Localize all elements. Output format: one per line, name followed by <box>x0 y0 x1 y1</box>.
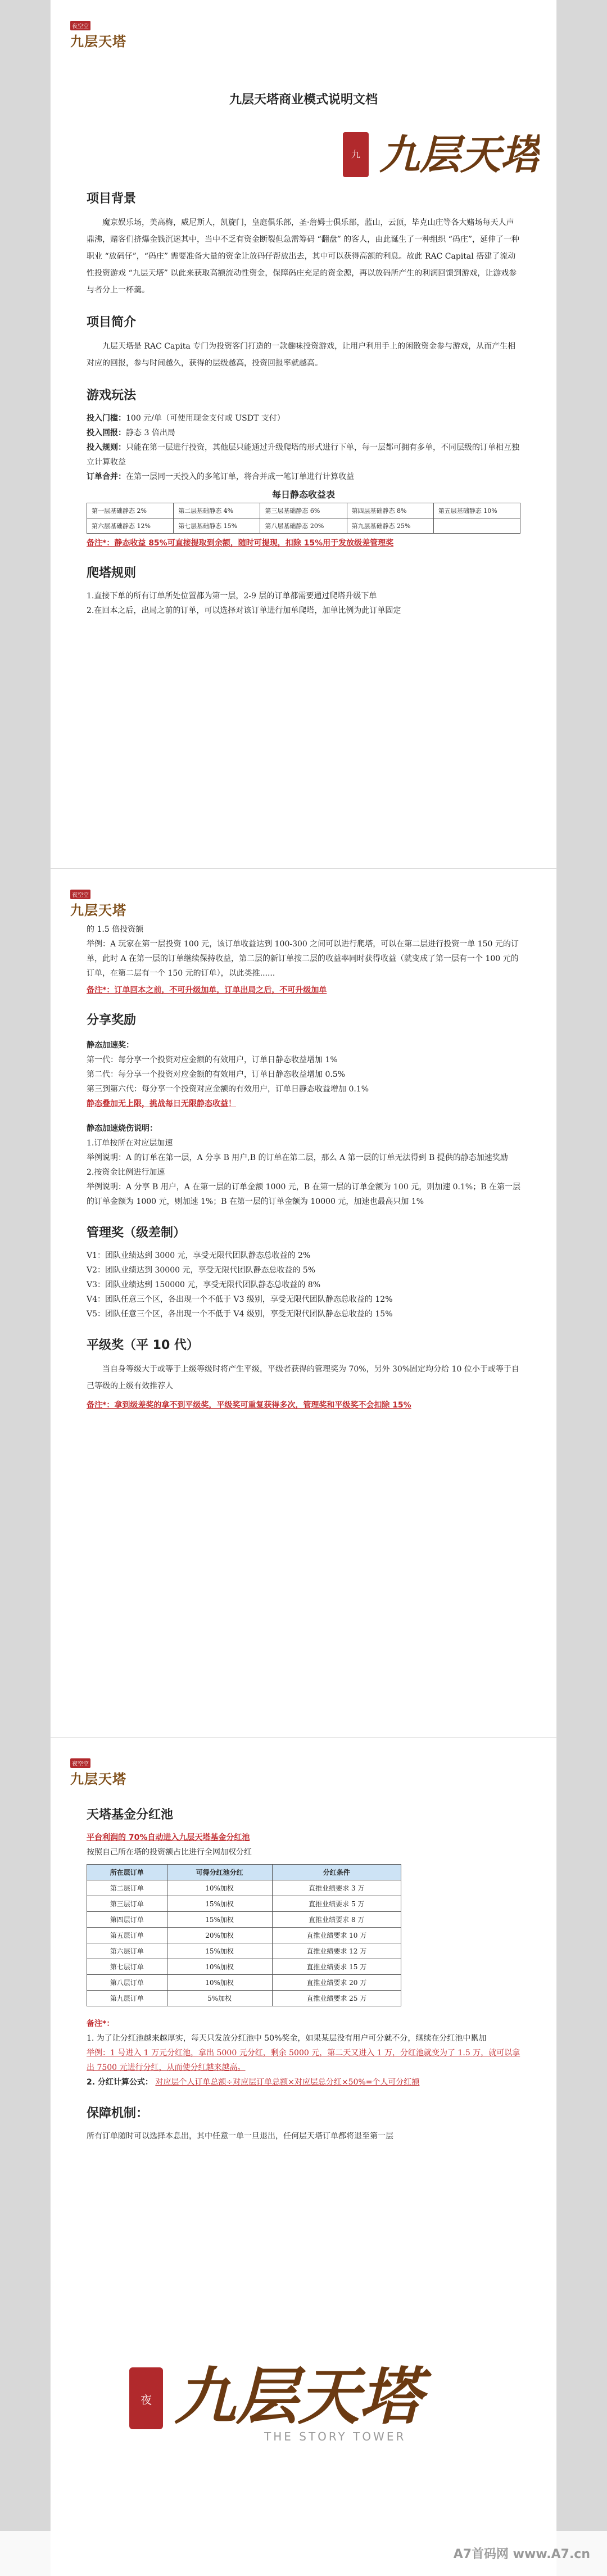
section-background-text: 魔京娱乐场，美高梅，威尼斯人，凯旋门，皇庭俱乐部，圣·詹姆士俱乐部，蓝山，云顶，毕克山庄等各大赌场每天人声鼎沸，赌客们挤爆金钱沉迷其中，当中不乏有资金断裂但急需筹码 “翻盘” 的客人，由此诞生了一种组织 “码庄”，延伸了一种职业 “放码仔”，“码庄” 需要准备大量的资金让放码仔帮放出去，其中可以获得高额的利息。故此 RAC Capital 搭建了流动性投资游戏 “九层天塔” 以此来获取高额流动性资金，保障码庄充足的资金源，再以放码所产生的利润回馈到游戏，让游戏参与者分上一杯羹。 <box>87 218 519 295</box>
gameplay-row-key: 投入规则： <box>87 443 126 452</box>
static-table-row <box>87 518 520 534</box>
pool-table-cell: 第六层订单 <box>87 1943 167 1959</box>
static-table-cell: 第七层基础静态 15% <box>174 518 260 534</box>
svg-text:九层天塔: 九层天塔 <box>379 130 540 178</box>
gameplay-row-value: 只能在第一层进行投资，其他层只能通过升级爬塔的形式进行下单，每一层都可拥有多单，不同层级的订单相互独立计算收益 <box>87 443 519 467</box>
section-manage-title: 管理奖（级差制） <box>87 1226 186 1240</box>
climb-line-1: 1.直接下单的所有订单所处位置都为第一层，2-9 层的订单都需要通过爬塔升级下单 <box>87 592 377 601</box>
pool-red-head: 平台利润的 70%自动进入九层天塔基金分红池 <box>87 1833 250 1842</box>
share-red: 静态叠加无上限，挑战每日无限静态收益！ <box>87 1099 236 1108</box>
gameplay-row <box>87 426 520 440</box>
gameplay-row <box>87 411 520 426</box>
pool-table-row <box>87 1928 401 1943</box>
header-logo-text-3: 九层天塔 <box>70 1771 126 1787</box>
level-text: 当自身等级大于或等于上级等级时将产生平级，平级者获得的管理奖为 70%，另外 30%固定均分给 10 位小于或等于自己等级的上级有效推荐人 <box>87 1365 519 1391</box>
level-note: 备注*：拿到级差奖的拿不到平级奖，平级奖可重复获得多次，管理奖和平级奖不会扣除 15% <box>87 1401 411 1410</box>
pool-table-row <box>87 1896 401 1912</box>
header-logo-text-2: 九层天塔 <box>70 902 126 918</box>
section-gameplay-title: 游戏玩法 <box>87 389 137 403</box>
manage-v5: V5：团队任意三个区，各出现一个不低于 V4 级别，享受无限代团队静态总收益的 15% <box>87 1310 393 1319</box>
gameplay-row-value: 在第一层同一天投入的多笔订单，将合并成一笔订单进行计算收益 <box>126 472 354 481</box>
burn-ex-1: 举例说明：A 的订单在第一层，A 分享 B 用户,B 的订单在第二层，那么 A 第一层的订单无法得到 B 提供的静态加速奖励 <box>87 1153 508 1162</box>
pool-table-cell: 10%加权 <box>167 1959 272 1975</box>
page2-example: 举例：A 玩家在第一层投资 100 元，该订单收益达到 100-300 之间可以进行爬塔，可以在第二层进行投资一单 150 元的订单，此时 A 在第一层的订单继续保持收益，第二层的新订单按二层的收益率同时获得收益（就变成了第一层有一个 100 元的订单，在第二层有一个 150 元的订单），以此类推...... <box>87 940 519 978</box>
pool-table-cell: 直推业绩要求 25 万 <box>272 1991 401 2006</box>
static-table-row <box>87 503 520 518</box>
share-sub1: 静态加速奖： <box>87 1041 134 1050</box>
static-table-cell: 第四层基础静态 8% <box>347 503 433 518</box>
manage-v2: V2：团队业绩达到 30000 元，享受无限代团队静态总收益的 5% <box>87 1266 316 1275</box>
pool-table-cell: 第三层订单 <box>87 1896 167 1912</box>
pool-table-cell: 直推业绩要求 20 万 <box>272 1975 401 1991</box>
gameplay-row-key: 投入门槛： <box>87 414 126 423</box>
pool-table-cell: 15%加权 <box>167 1896 272 1912</box>
static-table-cell: 第九层基础静态 25% <box>347 518 433 534</box>
static-table-cell: 第八层基础静态 20% <box>260 518 347 534</box>
header-logo-badge: 夜空空 <box>70 21 90 30</box>
header-logo-3 <box>70 1757 126 1787</box>
section-level-title: 平级奖（平 10 代） <box>87 1338 199 1352</box>
section-intro-title: 项目简介 <box>87 315 137 330</box>
svg-text:夜: 夜 <box>141 2393 152 2407</box>
section-intro-text: 九层天塔是 RAC Capita 专门为投资客门打造的一款趣味投资游戏，让用户利用手上的闲散资金参与游戏，从而产生相对应的回报，参与时间越久，获得的层级越高，投资回报率就越高。 <box>87 342 516 368</box>
pool-remark-title: 备注*： <box>87 2019 115 2028</box>
pool-table-cell: 直推业绩要求 5 万 <box>272 1896 401 1912</box>
safety-text: 所有订单随时可以选择本息出，其中任意一单一旦退出，任何层天塔订单都将退至第一层 <box>87 2132 393 2141</box>
pool-table-header-cell: 分红条件 <box>272 1865 401 1880</box>
pool-table-cell: 直推业绩要求 15 万 <box>272 1959 401 1975</box>
burn-ex-2: 举例说明：A 分享 B 用户，A 在第一层的订单金额 1000 元，B 在第一层的订单金额为 100 元，则加速 0.1%；B 在第一层的订单金额为 1000 元，则加速 1%；B 在第一层的订单金额为 10000 元，加速也最高只加 1% <box>87 1183 520 1206</box>
gameplay-row <box>87 440 520 470</box>
pool-table-cell: 第五层订单 <box>87 1928 167 1943</box>
gameplay-note: 备注*：静态收益 85%可直接提取到余额，随时可提现，扣除 15%用于发放级差管理奖 <box>87 539 394 548</box>
pool-remark-1: 1. 为了让分红池越来越厚实，每天只发放分红池中 50%奖金，如果某层没有用户可分就不分，继续在分红池中累加 <box>87 2034 487 2043</box>
pool-sub: 按照自己所在塔的投资额占比进行全网加权分红 <box>87 1848 252 1857</box>
pool-table-cell: 5%加权 <box>167 1991 272 2006</box>
section-pool-title: 天塔基金分红池 <box>87 1808 174 1822</box>
gameplay-rows <box>87 411 520 484</box>
pool-table-row <box>87 1943 401 1959</box>
pool-table-header <box>87 1865 401 1880</box>
pool-table-cell: 10%加权 <box>167 1975 272 1991</box>
section-safety-title: 保障机制： <box>87 2106 149 2121</box>
manage-v4: V4：团队任意三个区，各出现一个不低于 V3 级别，享受无限代团队静态总收益的 12% <box>87 1295 393 1304</box>
pool-table-header-cell: 可得分红池分红 <box>167 1865 272 1880</box>
static-table-cell: 第五层基础静态 10% <box>433 503 520 518</box>
doc-title: 九层天塔商业模式说明文档 <box>229 93 378 107</box>
static-table-title: 每日静态收益表 <box>271 489 335 500</box>
pool-table-cell: 直推业绩要求 3 万 <box>272 1880 401 1896</box>
pool-table-cell: 第二层订单 <box>87 1880 167 1896</box>
page-1 <box>51 0 556 869</box>
page2-note1: 备注*：订单回本之前，不可升级加单，订单出局之后，不可升级加单 <box>87 986 327 995</box>
pool-table-cell: 第九层订单 <box>87 1991 167 2006</box>
header-logo-text: 九层天塔 <box>70 33 126 49</box>
section-climb-title: 爬塔规则 <box>87 566 137 580</box>
pool-table-cell: 第八层订单 <box>87 1975 167 1991</box>
burn-2: 2.按资金比例进行加速 <box>87 1168 165 1177</box>
header-logo-2 <box>70 888 126 918</box>
pool-table-row <box>87 1959 401 1975</box>
svg-text:九: 九 <box>351 149 361 160</box>
page2-continue: 的 1.5 倍投资额 <box>87 925 144 934</box>
footer-logo-sub: THE STORY TOWER <box>264 2430 406 2443</box>
gameplay-row-key: 投入回报： <box>87 428 126 437</box>
pool-table-row <box>87 1912 401 1928</box>
gameplay-row <box>87 470 520 484</box>
pool-table-cell: 15%加权 <box>167 1912 272 1928</box>
static-table-cell: 第一层基础静态 2% <box>87 503 174 518</box>
page-2 <box>51 869 556 1738</box>
pool-remark-1-example: 举例：1 号进入 1 万元分红池，拿出 5000 元分红，剩余 5000 元，第二天又进入 1 万，分红池就变为了 1.5 万，就可以拿出 7500 元进行分红，从而使分红越来越高。 <box>87 2049 520 2072</box>
share-line-2: 第二代：每分享一个投资对应金额的有效用户，订单日静态收益增加 0.5% <box>87 1070 346 1079</box>
gameplay-row-value: 100 元/单（可使用现金支付或 USDT 支付） <box>126 414 285 423</box>
header-logo-badge-2: 夜空空 <box>70 890 90 899</box>
pool-table-row <box>87 1991 401 2006</box>
watermark-text: A7首码网 www.A7.cn <box>453 2547 590 2561</box>
pool-table-cell: 直推业绩要求 8 万 <box>272 1912 401 1928</box>
pool-table-cell: 直推业绩要求 12 万 <box>272 1943 401 1959</box>
watermark <box>0 2531 607 2576</box>
pool-table-cell: 15%加权 <box>167 1943 272 1959</box>
pool-table-cell: 直推业绩要求 10 万 <box>272 1928 401 1943</box>
pool-table-cell: 20%加权 <box>167 1928 272 1943</box>
pool-table-row <box>87 1975 401 1991</box>
static-table-cell: 第三层基础静态 6% <box>260 503 347 518</box>
pool-table-row <box>87 1880 401 1896</box>
static-table-cell: 第六层基础静态 12% <box>87 518 174 534</box>
pool-table-header-cell: 所在层订单 <box>87 1865 167 1880</box>
pool-table <box>87 1864 401 2006</box>
burn-1: 1.订单按所在对应层加速 <box>87 1139 173 1148</box>
pool-table-cell: 第四层订单 <box>87 1912 167 1928</box>
section-share-title: 分享奖励 <box>87 1013 137 1027</box>
pool-remark-2-value: 对应层个人订单总额÷对应层订单总额×对应层总分红×50%=个人可分红额 <box>155 2078 420 2087</box>
gameplay-row-value: 静态 3 倍出局 <box>126 428 175 437</box>
static-table-cell <box>433 518 520 534</box>
footer-logo <box>51 2334 556 2463</box>
footer-logo-text: 九层天塔 <box>174 2360 422 2433</box>
manage-v3: V3：团队业绩达到 150000 元，享受无限代团队静态总收益的 8% <box>87 1280 321 1289</box>
climb-line-2: 2.在回本之后，出局之前的订单，可以选择对该订单进行加单爬塔，加单比例为此订单固定 <box>87 606 401 615</box>
section-background-title: 项目背景 <box>87 192 137 206</box>
pool-table-cell: 10%加权 <box>167 1880 272 1896</box>
share-line-1: 第一代：每分享一个投资对应金额的有效用户，订单日静态收益增加 1% <box>87 1055 338 1064</box>
header-logo-badge-3: 夜空空 <box>70 1758 90 1768</box>
pool-table-cell: 第七层订单 <box>87 1959 167 1975</box>
static-table-cell: 第二层基础静态 4% <box>174 503 260 518</box>
manage-v1: V1：团队业绩达到 3000 元，享受无限代团队静态总收益的 2% <box>87 1251 311 1260</box>
share-line-3: 第三到第六代：每分享一个投资对应金额的有效用户，订单日静态收益增加 0.1% <box>87 1085 369 1094</box>
pool-remark-2-key: 2. 分红计算公式： <box>87 2078 153 2087</box>
static-income-table <box>87 503 520 534</box>
share-sub2: 静态加速烧伤说明： <box>87 1124 157 1133</box>
gameplay-row-key: 订单合并： <box>87 472 126 481</box>
